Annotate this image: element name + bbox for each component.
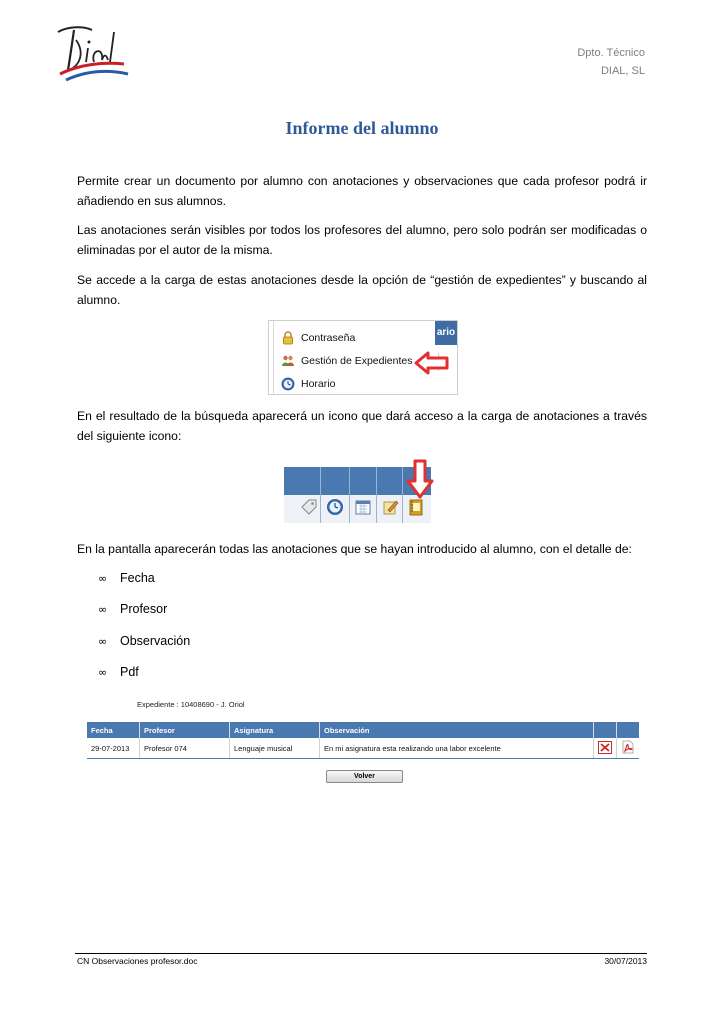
list-item [98, 602, 167, 616]
cell-fecha: 29-07-2013 [87, 738, 140, 759]
table-header-row [87, 722, 639, 738]
footer-divider [75, 953, 647, 954]
bullet-symbol: ∞ [98, 603, 108, 616]
clock-icon [281, 377, 295, 391]
expediente-label: Expediente : 10408690 - J. Oriol [137, 700, 245, 709]
dial-logo [54, 24, 132, 84]
menu-screenshot [268, 320, 458, 395]
paragraph-details: En la pantalla aparecerán todas las anotaciones que se hayan introducido al alumno, con el detalle de: [77, 542, 632, 556]
paragraph-visibility: Las anotaciones serán visibles por todos los profesores del alumno, pero solo podrán ser modificadas o eliminadas por el autor de la misma. [77, 223, 647, 257]
menu-item-contrasena [281, 331, 355, 345]
list-item [98, 571, 155, 585]
cell-observacion: En mi asignatura esta realizando una labor excelente [320, 738, 594, 759]
arrow-left-icon [414, 351, 450, 375]
pdf-cell[interactable] [617, 738, 640, 759]
column-header-fecha: Fecha [87, 722, 140, 738]
column-header-delete [594, 722, 617, 738]
tag-icon [300, 498, 318, 516]
volver-button[interactable]: Volver [326, 770, 403, 783]
bullet-text: Profesor [120, 602, 168, 616]
arrow-down-icon [406, 459, 434, 499]
column-header-profesor: Profesor [140, 722, 230, 738]
cell-asignatura: Lenguaje musical [230, 738, 320, 759]
menu-item-horario [281, 377, 335, 391]
bullet-symbol: ∞ [98, 635, 108, 648]
bullet-text: Fecha [120, 571, 155, 585]
column-header-asignatura: Asignatura [230, 722, 320, 738]
column-header-observacion: Observación [320, 722, 594, 738]
bullet-text: Pdf [120, 665, 139, 679]
paragraph-search-result: En el resultado de la búsqueda aparecerá un icono que dará acceso a la carga de anotaciones a través del siguiente icono: [77, 409, 647, 443]
footer-date: 30/07/2013 [604, 956, 647, 966]
lock-icon [281, 331, 295, 345]
paragraph-intro: Permite crear un documento por alumno con anotaciones y observaciones que cada profesor podrá ir añadiendo en sus alumnos. [77, 174, 647, 208]
paragraph-access: Se accede a la carga de estas anotaciones desde la opción de “gestión de expedientes” y buscando al alumno. [77, 273, 647, 307]
menu-item-label: Contraseña [301, 331, 356, 344]
menu-item-gestion-expedientes [281, 354, 413, 368]
cell-profesor: Profesor 074 [140, 738, 230, 759]
users-icon [281, 354, 295, 368]
footer-filename: CN Observaciones profesor.doc [77, 956, 198, 966]
pdf-icon[interactable] [621, 740, 635, 754]
list-item [98, 665, 139, 679]
annotations-table [87, 722, 639, 759]
delete-icon[interactable] [598, 741, 612, 754]
bullet-symbol: ∞ [98, 572, 108, 585]
list-item [98, 634, 190, 648]
menu-header-fragment: ario [435, 321, 457, 345]
calendar-icon [354, 498, 372, 516]
table-row [87, 738, 639, 759]
header-company: DIAL, SL [600, 65, 645, 77]
header-dept: Dpto. Técnico [577, 47, 645, 59]
delete-cell[interactable] [594, 738, 617, 759]
menu-item-label: Gestión de Expedientes [301, 354, 413, 367]
notes-book-icon [407, 498, 425, 516]
bullet-symbol: ∞ [98, 666, 108, 679]
menu-item-label: Horario [301, 377, 336, 390]
bullet-text: Observación [120, 634, 191, 648]
column-header-pdf [617, 722, 640, 738]
page-title: Informe del alumno [285, 118, 439, 138]
header-info [577, 44, 645, 80]
edit-document-icon [381, 498, 399, 516]
clock-icon [326, 498, 344, 516]
